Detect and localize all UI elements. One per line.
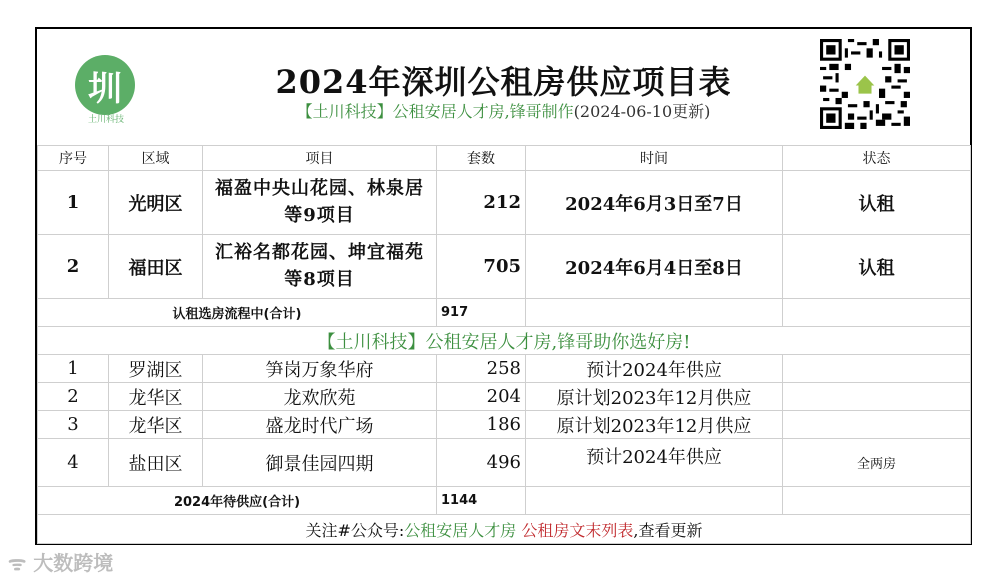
row-units: 705 [437,235,526,299]
column-header: 区域 [109,146,203,171]
column-header: 状态 [783,146,971,171]
row-time: 预计2024年供应 [526,355,783,383]
footer-row [38,515,971,544]
table-row [38,439,971,487]
row-project: 福盈中央山花园、林泉居等9项目 [203,171,437,235]
row-district: 龙华区 [109,411,203,439]
row-number: 2 [38,383,109,411]
row-units: 204 [437,383,526,411]
row-project: 御景佳园四期 [203,439,437,487]
table-row [38,355,971,383]
page-title: 2024年深圳公租房供应项目表 [275,63,732,101]
empty-cell [783,299,971,327]
footer-prefix: 关注#公众号: [305,520,405,540]
empty-cell [783,487,971,515]
subtotal-value: 917 [437,299,526,327]
watermark-text: 大数跨境 [33,551,114,575]
row-project: 笋岗万象华府 [203,355,437,383]
row-time: 2024年6月4日至8日 [526,235,783,299]
footer-suffix: ,查看更新 [633,520,703,540]
subtitle-date: (2024-06-10更新) [573,102,711,121]
column-header: 序号 [38,146,109,171]
row-project: 盛龙时代广场 [203,411,437,439]
row-units: 496 [437,439,526,487]
row-time: 原计划2023年12月供应 [526,383,783,411]
row-status [783,411,971,439]
footer-account: 公租安居人才房 [404,520,517,540]
subtotal-label: 2024年待供应(合计) [38,487,437,515]
row-number: 2 [38,235,109,299]
brand-logo-text: 土川科技 [87,115,124,125]
empty-cell [526,299,783,327]
watermark [8,547,113,576]
row-status: 全两房 [783,439,971,487]
row-time: 预计2024年供应 [526,439,783,487]
subtitle-main: 【土川科技】公租安居人才房,锋哥制作 [296,102,574,121]
row-time: 2024年6月3日至7日 [526,171,783,235]
table-row [38,235,971,299]
row-district: 光明区 [109,171,203,235]
row-project: 龙欢欣苑 [203,383,437,411]
table-row [38,411,971,439]
row-units: 258 [437,355,526,383]
qr-code-icon [820,39,910,129]
footer-highlight: 公租房文末列表 [521,520,634,540]
row-status [783,383,971,411]
watermark-icon: ᯤ [8,551,34,575]
column-header: 套数 [437,146,526,171]
table-header-row [38,146,971,171]
row-number: 1 [38,355,109,383]
subtotal-row [38,299,971,327]
row-status: 认租 [783,171,971,235]
column-header: 时间 [526,146,783,171]
row-district: 龙华区 [109,383,203,411]
row-number: 4 [38,439,109,487]
row-units: 186 [437,411,526,439]
sheet-header [37,29,970,145]
row-time: 原计划2023年12月供应 [526,411,783,439]
supply-table [37,145,971,544]
row-project: 汇裕名都花园、坤宜福苑等8项目 [203,235,437,299]
subtotal-row [38,487,971,515]
subtotal-value: 1144 [437,487,526,515]
empty-cell [526,487,783,515]
banner-text: 【土川科技】公租安居人才房,锋哥助你选好房! [38,327,971,355]
brand-logo: 圳 [75,55,135,115]
row-number: 1 [38,171,109,235]
banner-row [38,327,971,355]
row-units: 212 [437,171,526,235]
row-district: 罗湖区 [109,355,203,383]
table-row [38,171,971,235]
footer-note [38,515,971,544]
table-row [38,383,971,411]
subtotal-label: 认租选房流程中(合计) [38,299,437,327]
row-status [783,355,971,383]
column-header: 项目 [203,146,437,171]
row-district: 福田区 [109,235,203,299]
spreadsheet-sheet [35,27,972,545]
row-number: 3 [38,411,109,439]
row-status: 认租 [783,235,971,299]
row-district: 盐田区 [109,439,203,487]
